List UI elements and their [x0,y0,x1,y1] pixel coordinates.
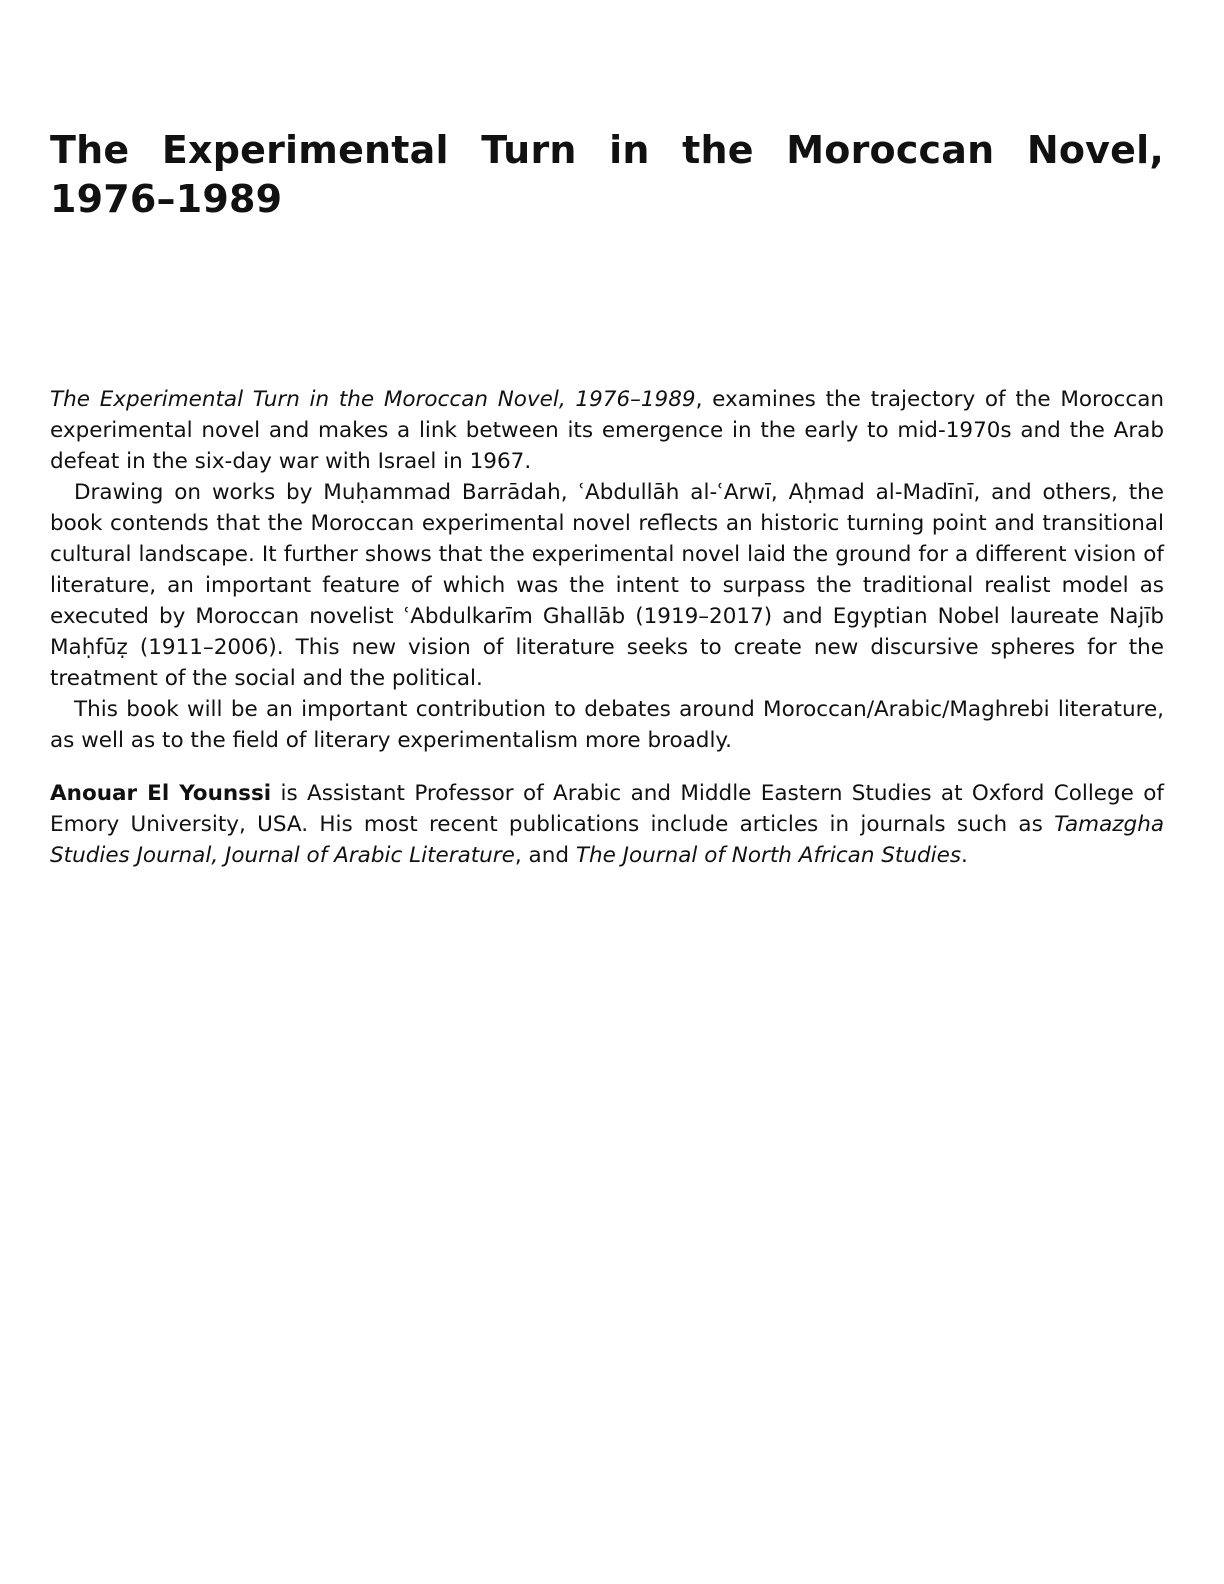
description-paragraph-1-text: , examines the trajectory of the Moroccan experimental novel and makes a link between its emergence in the early to mid-1970s and the Arab defeat in the six-day war with Israel in 1967. [50,387,1164,474]
author-bio-text-2: , and [514,843,576,868]
journal-title-2: The Journal of North African Studies [575,843,962,868]
description-paragraph-1 [50,384,1164,477]
description-paragraph-3: This book will be an important contribution to debates around Moroccan/Arabic/Maghrebi literature, as well as to the field of literary experimentalism more broadly. [50,697,1164,753]
author-bio-text-1: is Assistant Professor of Arabic and Middle Eastern Studies at Oxford College of Emory University, USA. His most recent publications include articles in journals such as [50,781,1164,837]
author-bio-text-3: . [961,843,968,868]
author-name: Anouar El Younssi [50,781,272,806]
book-description [50,384,1164,756]
description-paragraph-2: Drawing on works by Muḥammad Barrādah, ʿAbdullāh al-ʿArwī, Aḥmad al-Madīnī, and others, the book contends that the Moroccan experimental novel reflects an historic turning point and transitional cultural landscape. It further shows that the experimental novel laid the ground for a different vision of literature, an important feature of which was the intent to surpass the traditional realist model as executed by Moroccan novelist ʿAbdulkarīm Ghallāb (1919–2017) and Egyptian Nobel laureate Najīb Maḥfūẓ (1911–2006). This new vision of literature seeks to create new discursive spheres for the treatment of the social and the political. [50,480,1164,691]
journal-titles-1: Tamazgha Studies Journal, Journal of Arabic Literature [50,812,1164,868]
book-title: The Experimental Turn in the Moroccan Novel, 1976–1989 [50,128,1164,221]
author-bio [50,778,1164,871]
italic-book-title: The Experimental Turn in the Moroccan Novel, 1976–1989 [50,387,696,412]
